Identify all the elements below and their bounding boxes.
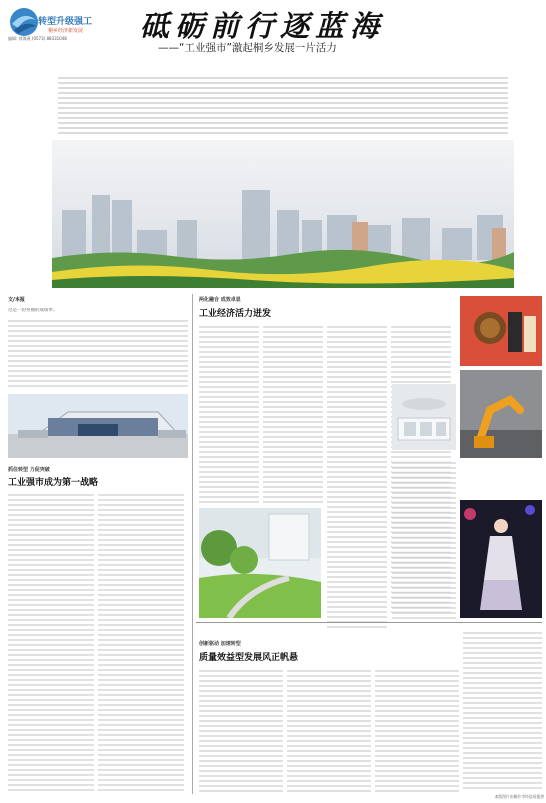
logo-text: 转型升级强工	[38, 17, 93, 27]
section3-kicker: 创新驱动 加速转型	[199, 641, 241, 647]
subheadline: ——“工业强市”激起桐乡发展一片活力	[158, 42, 337, 54]
left-intro-text	[8, 318, 188, 390]
equipment-hall-photo	[392, 384, 456, 450]
industrial-robot-photo	[460, 370, 542, 458]
section1-kicker: 抓住转型 力促突破	[8, 467, 50, 473]
section3-col3	[375, 668, 459, 794]
logo-subtitle: 桐乡经济新发展	[48, 28, 84, 34]
right-col-text	[392, 460, 456, 620]
info-line: 编辑: 徐海燕 (0573) 88331048	[8, 36, 67, 41]
ceremony-gong-photo	[460, 296, 542, 366]
headline: 砥砺前行逐蓝海	[140, 9, 386, 43]
section2-title: 工业经济活力迸发	[199, 309, 272, 319]
column-divider	[192, 294, 193, 794]
top-left-lead: 这是一份亮丽的成绩单。	[8, 308, 58, 313]
section3-divider	[196, 622, 542, 623]
section3-title: 质量效益型发展风正帆悬	[199, 653, 299, 663]
city-skyline-photo	[52, 140, 514, 288]
industrial-park-greenery-photo	[199, 508, 321, 618]
masthead	[0, 0, 546, 70]
section2-kicker: 两化融合 成效卓显	[199, 297, 241, 303]
section1-col1	[8, 492, 94, 792]
section1-title: 工业强市成为第一战略	[8, 478, 99, 488]
footer-credit: 本版图片由桐乡市经信局提供	[494, 794, 544, 799]
section1-col2	[98, 492, 184, 792]
section3-col4	[463, 630, 542, 790]
factory-entrance-photo	[8, 394, 188, 458]
section2-col1	[199, 324, 259, 504]
intro-paragraph	[58, 75, 508, 135]
fashion-show-photo	[460, 500, 542, 618]
section2-col3	[327, 324, 387, 630]
section2-col2	[263, 324, 323, 504]
section3-col1	[199, 668, 283, 794]
intro-label: 文/本报	[8, 297, 25, 303]
logo-swirl-icon	[8, 6, 40, 38]
section3-col2	[287, 668, 371, 794]
